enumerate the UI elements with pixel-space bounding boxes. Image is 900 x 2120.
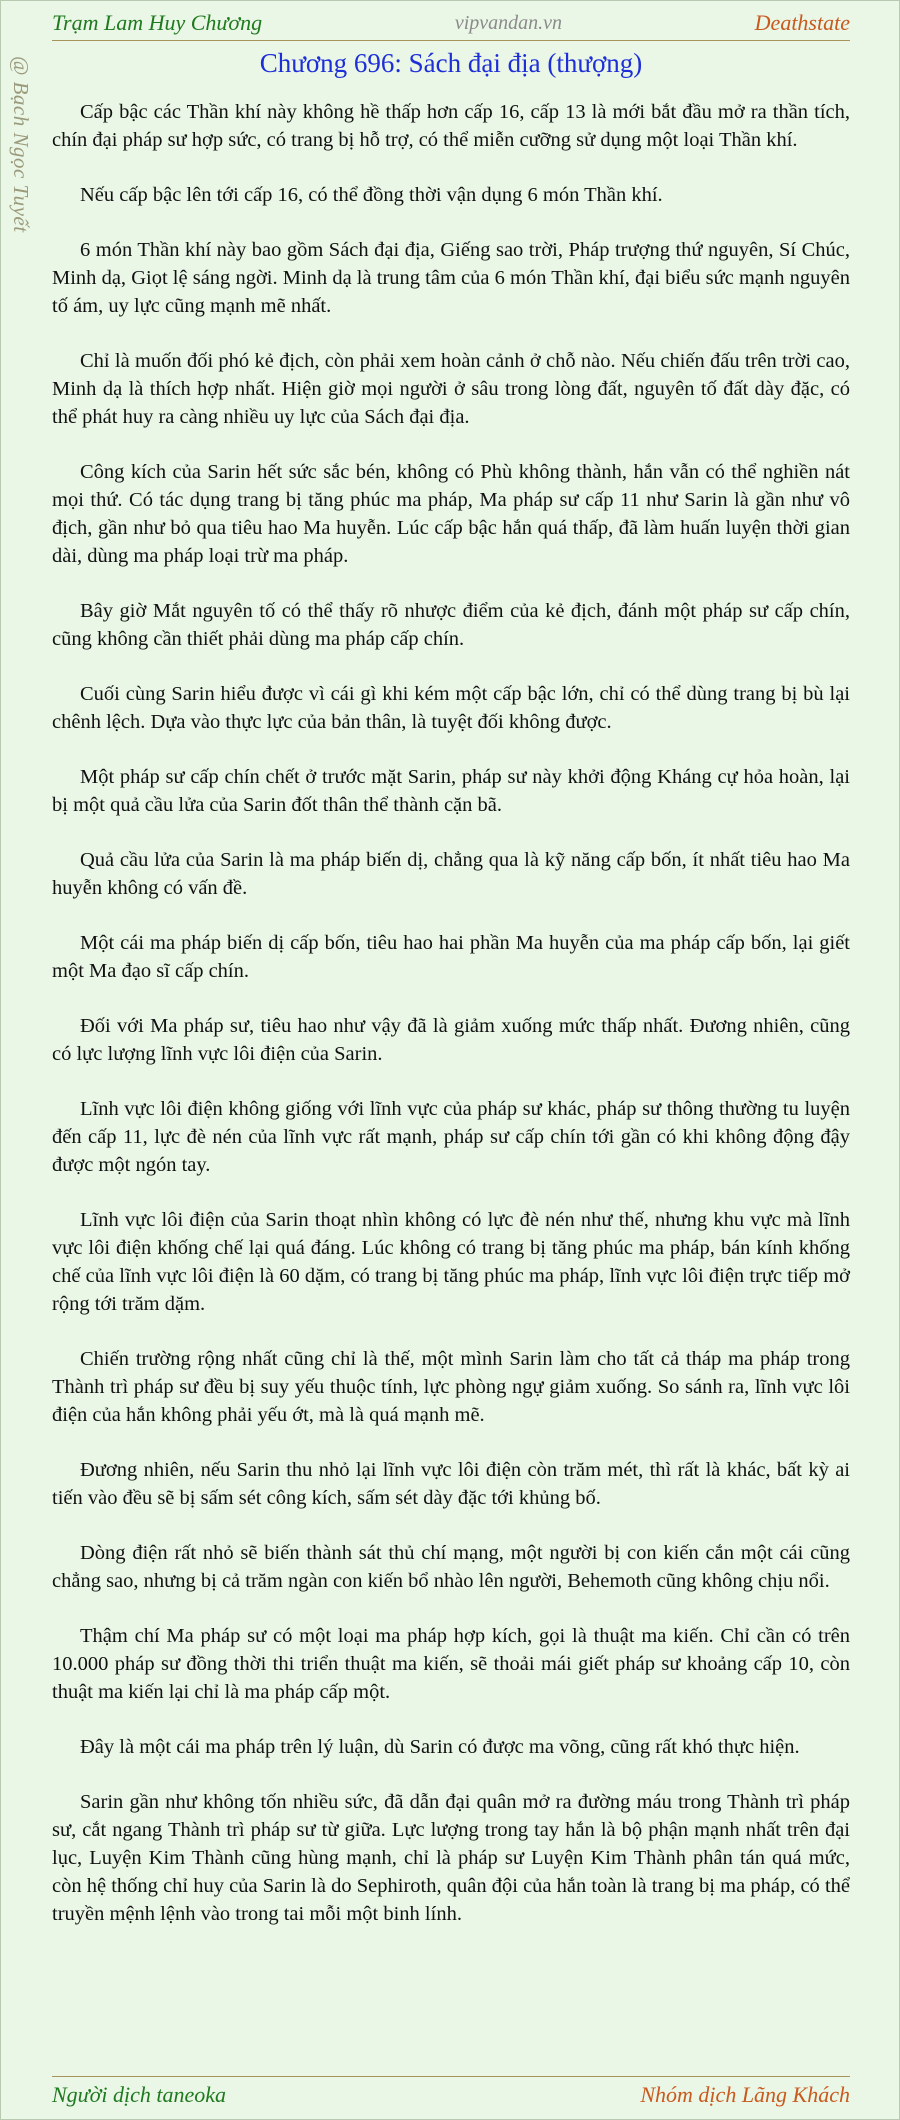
paragraph: Đây là một cái ma pháp trên lý luận, dù Sarin có được ma võng, cũng rất khó thực hiện. — [80, 1736, 800, 1758]
footer-translator: Người dịch taneoka — [52, 2082, 227, 2107]
paragraph: Công kích của Sarin hết sức sắc bén, không có Phù không thành, hắn vẫn có thể nghiền nát mọi thứ. Có tác dụng trang bị tăng phúc ma pháp, Ma pháp sư cấp 11 như Sarin là gần như vô địch, gần như bỏ qua tiêu hao Ma huyễn. Lúc cấp bậc hắn quá thấp, đã làm huấn luyện thời gian dài, dùng ma pháp loại trừ ma pháp. — [52, 461, 850, 567]
sidebar-watermark: @ Bạch Ngọc Tuyết — [9, 56, 33, 233]
header-url[interactable]: vipvandan.vn — [454, 11, 563, 34]
page-header — [52, 6, 850, 41]
paragraph: 6 món Thần khí này bao gồm Sách đại địa, Giếng sao trời, Pháp trượng thứ nguyên, Sí Chúc, Minh dạ, Giọt lệ sáng ngời. Minh dạ là trung tâm của 6 món Thần khí, đại biểu sức mạnh nguyên tố ám, uy lực cũng mạnh mẽ nhất. — [52, 239, 850, 317]
header-book-title: Deathstate — [754, 10, 850, 35]
paragraph: Chỉ là muốn đối phó kẻ địch, còn phải xem hoàn cảnh ở chỗ nào. Nếu chiến đấu trên trời cao, Minh dạ là thích hợp nhất. Hiện giờ mọi người ở sâu trong lòng đất, nguyên tố đất dày đặc, có thể phát huy ra càng nhiều uy lực của Sách đại địa. — [52, 350, 850, 428]
chapter-title: Chương 696: Sách đại địa (thượng) — [259, 48, 643, 78]
paragraph: Lĩnh vực lôi điện không giống với lĩnh vực của pháp sư khác, pháp sư thông thường tu luyện đến cấp 11, lực đè nén của lĩnh vực rất mạnh, pháp sư cấp chín tới gần có khi không động đậy được một ngón tay. — [52, 1098, 850, 1176]
paragraph: Sarin gần như không tốn nhiều sức, đã dẫn đại quân mở ra đường máu trong Thành trì pháp sư, cắt ngang Thành trì pháp sư từ giữa. Lực lượng trong tay hắn là bộ phận mạnh nhất trên đại lục, Luyện Kim Thành cũng hùng mạnh, chỉ là pháp sư Luyện Kim Thành phân tán quá mức, còn hệ thống chỉ huy của Sarin là do Sephiroth, quân đội của hắn toàn là trang bị ma pháp, có thể truyền mệnh lệnh vào trong tai mỗi một binh lính. — [52, 1791, 850, 1925]
page-footer — [52, 2076, 850, 2113]
paragraph: Lĩnh vực lôi điện của Sarin thoạt nhìn không có lực đè nén như thế, nhưng khu vực mà lĩnh vực lôi điện khống chế lại quá đáng. Lúc không có trang bị tăng phúc ma pháp, bán kính khống chế của lĩnh vực lôi điện là 60 dặm, có trang bị tăng phúc ma pháp, lĩnh vực lôi điện trực tiếp mở rộng tới trăm dặm. — [52, 1209, 850, 1315]
paragraph: Chiến trường rộng nhất cũng chỉ là thế, một mình Sarin làm cho tất cả tháp ma pháp trong Thành trì pháp sư đều bị suy yếu thuộc tính, lực phòng ngự giảm xuống. So sánh ra, lĩnh vực lôi điện của hắn không phải yếu ớt, mà là quá mạnh mẽ. — [52, 1348, 850, 1426]
paragraph: Quả cầu lửa của Sarin là ma pháp biến dị, chẳng qua là kỹ năng cấp bốn, ít nhất tiêu hao Ma huyễn không có vấn đề. — [52, 849, 850, 899]
paragraph: Dòng điện rất nhỏ sẽ biến thành sát thủ chí mạng, một người bị con kiến cắn một cái cũng chẳng sao, nhưng bị cả trăm ngàn con kiến bổ nhào lên người, Behemoth cũng không chịu nổi. — [52, 1542, 850, 1592]
chapter-body — [52, 98, 850, 1955]
paragraph: Bây giờ Mắt nguyên tố có thể thấy rõ nhược điểm của kẻ địch, đánh một pháp sư cấp chín, cũng không cần thiết phải dùng ma pháp cấp chín. — [52, 600, 850, 650]
header-site-name: Trạm Lam Huy Chương — [52, 10, 263, 35]
paragraph: Thậm chí Ma pháp sư có một loại ma pháp hợp kích, gọi là thuật ma kiến. Chỉ cần có trên 10.000 pháp sư đồng thời thi triển thuật ma kiến, sẽ thoải mái giết pháp sư khoảng cấp 10, còn thuật ma kiến lại chỉ là ma pháp cấp một. — [52, 1625, 850, 1703]
paragraph: Cuối cùng Sarin hiểu được vì cái gì khi kém một cấp bậc lớn, chỉ có thể dùng trang bị bù lại chênh lệch. Dựa vào thực lực của bản thân, là tuyệt đối không được. — [52, 683, 850, 733]
paragraph: Đối với Ma pháp sư, tiêu hao như vậy đã là giảm xuống mức thấp nhất. Đương nhiên, cũng có lực lượng lĩnh vực lôi điện của Sarin. — [52, 1015, 850, 1065]
paragraph: Cấp bậc các Thần khí này không hề thấp hơn cấp 16, cấp 13 là mới bắt đầu mở ra thần tích, chín đại pháp sư hợp sức, có trang bị hỗ trợ, có thể miễn cưỡng sử dụng một loại Thần khí. — [52, 101, 850, 151]
paragraph: Đương nhiên, nếu Sarin thu nhỏ lại lĩnh vực lôi điện còn trăm mét, thì rất là khác, bất kỳ ai tiến vào đều sẽ bị sấm sét công kích, sấm sét dày đặc tới khủng bố. — [52, 1459, 850, 1509]
paragraph: Một pháp sư cấp chín chết ở trước mặt Sarin, pháp sư này khởi động Kháng cự hỏa hoàn, lại bị một quả cầu lửa của Sarin đốt thân thể thành cặn bã. — [52, 766, 850, 816]
paragraph: Một cái ma pháp biến dị cấp bốn, tiêu hao hai phần Ma huyễn của ma pháp cấp bốn, lại giết một Ma đạo sĩ cấp chín. — [52, 932, 850, 982]
paragraph: Nếu cấp bậc lên tới cấp 16, có thể đồng thời vận dụng 6 món Thần khí. — [80, 184, 663, 206]
footer-translation-group: Nhóm dịch Lãng Khách — [640, 2082, 850, 2107]
